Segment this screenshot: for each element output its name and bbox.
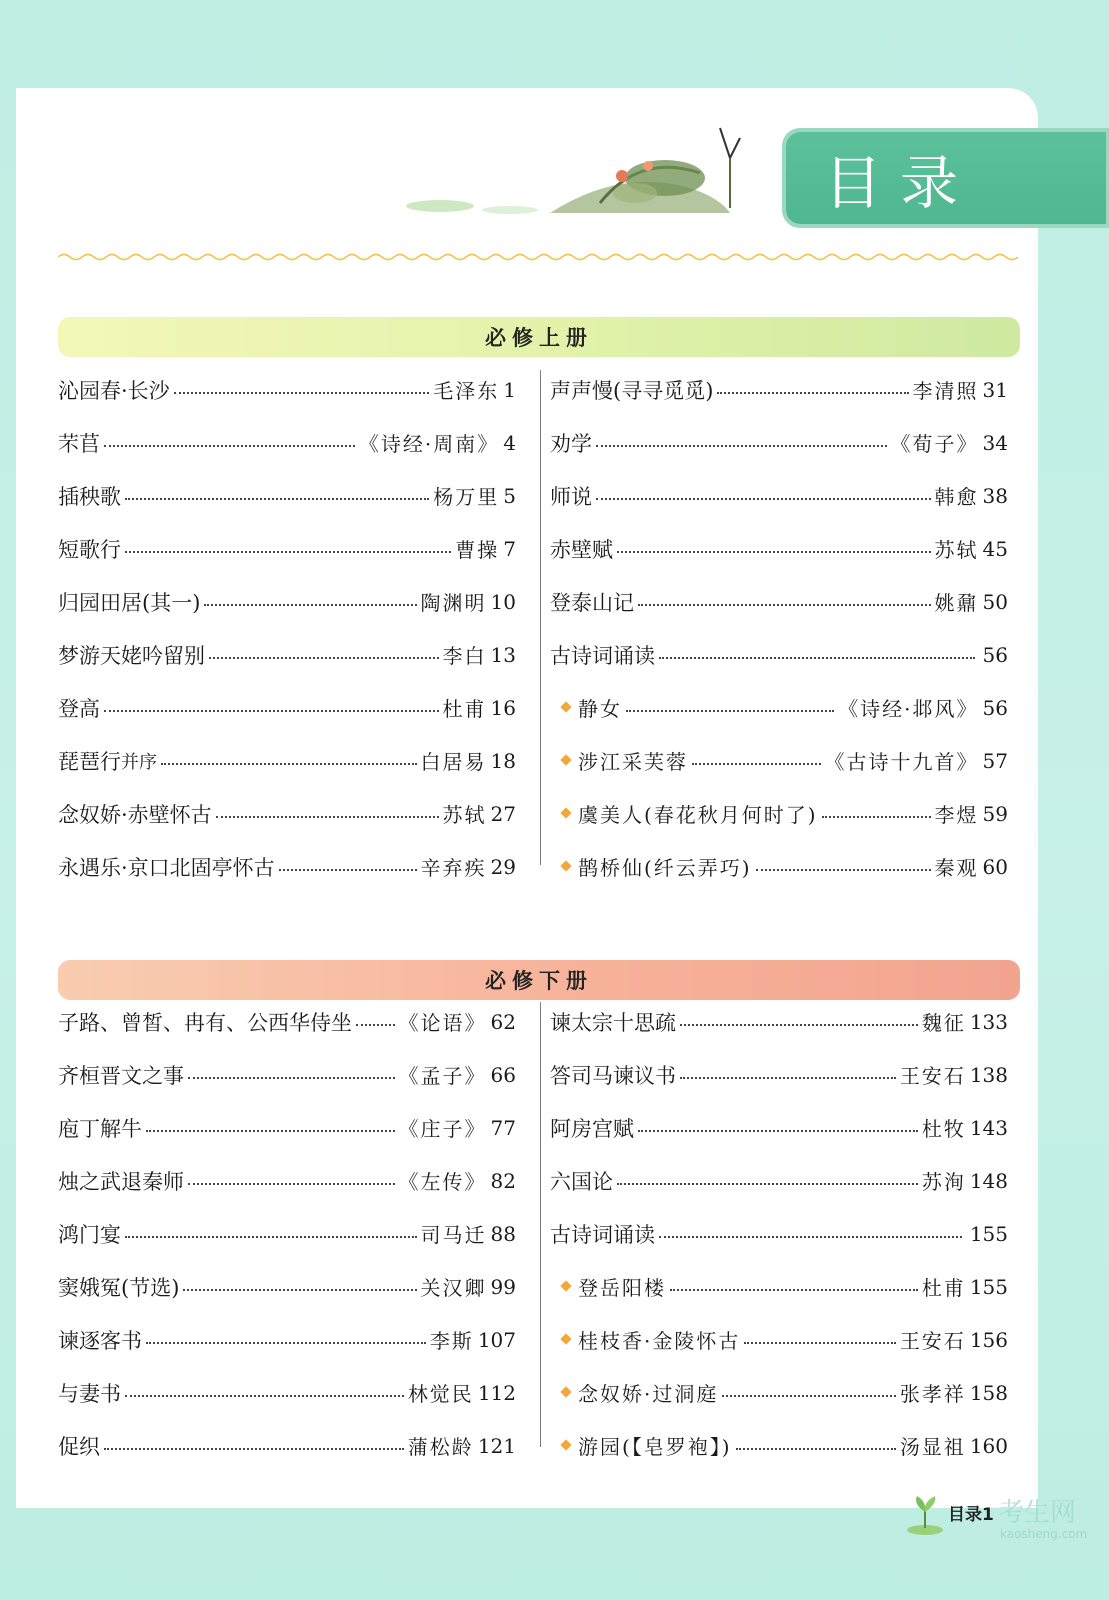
toc-entry-page: 148: [969, 1168, 1008, 1193]
dot-leader: [174, 392, 430, 394]
toc-entry[interactable]: [58, 1260, 516, 1313]
toc-column-upper-right: [550, 363, 1008, 893]
toc-entry-title: 师说: [550, 484, 592, 509]
toc-entry-page: 88: [490, 1221, 516, 1246]
toc-entry-author: 苏洵: [921, 1170, 966, 1194]
toc-entry-title: 梦游天姥吟留别: [58, 643, 205, 668]
toc-entry-title: 窦娥冤(节选): [58, 1275, 180, 1300]
column-divider: [540, 1002, 541, 1447]
toc-entry-page: 112: [477, 1380, 516, 1405]
toc-entry-title: 芣苢: [58, 431, 100, 456]
toc-column-upper-left: [58, 363, 516, 893]
toc-entry-page: 99: [490, 1274, 516, 1299]
toc-entry-page: 45: [982, 536, 1008, 561]
toc-entry-author: 汤显祖: [899, 1435, 966, 1459]
toc-entry-author: 白居易: [420, 750, 487, 774]
toc-column-lower-left: [58, 995, 516, 1472]
toc-entry-author: 《诗经·周南》: [358, 432, 500, 456]
dot-leader: [125, 498, 429, 500]
diamond-bullet-icon: [560, 1333, 571, 1344]
toc-entry-title: 插秧歌: [58, 484, 121, 509]
toc-column-lower-right: [550, 995, 1008, 1472]
toc-entry[interactable]: [550, 416, 1008, 469]
toc-entry-author: 韩愈: [934, 485, 979, 509]
section-header-upper: 必修上册: [58, 317, 1020, 357]
toc-entry-page: 31: [982, 377, 1008, 402]
diamond-bullet-icon: [560, 1386, 571, 1397]
toc-entry-title: 劝学: [550, 431, 592, 456]
toc-entry-title: 鹊桥仙(纤云弄巧): [578, 856, 752, 880]
dot-leader: [146, 1130, 395, 1132]
toc-entry-author: 李清照: [912, 379, 979, 403]
toc-entry[interactable]: [58, 681, 516, 734]
toc-entry-author: 《古诗十九首》: [824, 750, 979, 774]
toc-entry[interactable]: [550, 681, 1008, 734]
toc-entry-page: 56: [982, 695, 1008, 720]
toc-entry[interactable]: [58, 1154, 516, 1207]
toc-entry-author: 辛弃疾: [420, 856, 487, 880]
section-header-lower: 必修下册: [58, 960, 1020, 1000]
dot-leader: [680, 1024, 918, 1026]
toc-entry-author: 《论语》: [398, 1011, 487, 1035]
toc-entry-page: 82: [490, 1168, 516, 1193]
toc-entry[interactable]: [58, 416, 516, 469]
toc-entry-title: 答司马谏议书: [550, 1063, 676, 1088]
toc-entry-page: 121: [477, 1433, 516, 1458]
toc-entry-author: 《诗经·邶风》: [838, 697, 979, 721]
toc-entry-author: 秦观: [934, 856, 979, 880]
toc-entry-page: 50: [982, 589, 1008, 614]
dot-leader: [617, 551, 931, 553]
toc-entry[interactable]: [550, 575, 1008, 628]
dot-leader: [146, 1342, 426, 1344]
toc-entry-author: 蒲松龄: [407, 1435, 474, 1459]
toc-entry-author: 王安石: [899, 1064, 966, 1088]
toc-entry-page: 13: [490, 642, 516, 667]
toc-entry-title: 庖丁解牛: [58, 1116, 142, 1141]
dot-leader: [617, 1183, 918, 1185]
toc-entry-author: 李斯: [429, 1329, 474, 1353]
column-divider: [540, 370, 541, 865]
toc-entry-author: 姚鼐: [934, 591, 979, 615]
toc-entry-page: 1: [503, 377, 516, 402]
dot-leader: [670, 1289, 918, 1291]
diamond-bullet-icon: [560, 701, 571, 712]
toc-entry-title: 沁园春·长沙: [58, 378, 170, 403]
toc-entry-author: 曹操: [455, 538, 500, 562]
toc-entry-title: 促织: [58, 1434, 100, 1459]
toc-entry-page: 10: [490, 589, 516, 614]
toc-entry-author: 毛泽东: [433, 379, 500, 403]
toc-entry-title: 念奴娇·过洞庭: [578, 1382, 719, 1406]
page-number-label: 目录1: [948, 1505, 994, 1525]
toc-entry[interactable]: [550, 1419, 1008, 1472]
dot-leader: [822, 816, 931, 818]
toc-entry-note: 并序: [121, 751, 157, 773]
toc-entry[interactable]: [58, 1048, 516, 1101]
diamond-bullet-icon: [560, 807, 571, 818]
dot-leader: [736, 1448, 896, 1450]
dot-leader: [659, 1236, 962, 1238]
toc-entry[interactable]: [550, 1154, 1008, 1207]
toc-entry-page: 29: [490, 854, 516, 879]
toc-entry[interactable]: [58, 840, 516, 893]
dot-leader: [104, 445, 355, 447]
toc-entry[interactable]: [550, 1207, 1008, 1260]
toc-entry-title: 赤壁赋: [550, 537, 613, 562]
toc-entry-author: 李煜: [934, 803, 979, 827]
toc-entry-title: 与妻书: [58, 1381, 121, 1406]
toc-entry-title: 桂枝香·金陵怀古: [578, 1329, 741, 1353]
toc-entry-author: 李白: [442, 644, 487, 668]
toc-entry-author: 《庄子》: [398, 1117, 487, 1141]
dot-leader: [680, 1077, 896, 1079]
toc-entry-title: 虞美人(春花秋月何时了): [578, 803, 818, 827]
toc-entry-page: 16: [490, 695, 516, 720]
diamond-bullet-icon: [560, 1439, 571, 1450]
toc-entry-title: 六国论: [550, 1169, 613, 1194]
toc-entry[interactable]: [58, 575, 516, 628]
toc-entry-title: 登高: [58, 696, 100, 721]
toc-entry-page: 155: [969, 1274, 1008, 1299]
dot-leader: [204, 604, 416, 606]
dot-leader: [161, 763, 417, 765]
toc-entry-page: 66: [490, 1062, 516, 1087]
toc-entry-page: 155: [969, 1221, 1008, 1246]
watermark-text: 考生网: [998, 1498, 1077, 1528]
toc-entry-title: 烛之武退秦师: [58, 1169, 184, 1194]
toc-entry[interactable]: [58, 734, 516, 787]
toc-entry-title: 念奴娇·赤壁怀古: [58, 802, 212, 827]
dot-leader: [722, 1395, 895, 1397]
toc-entry-page: 57: [982, 748, 1008, 773]
dot-leader: [279, 869, 417, 871]
toc-entry-title: 归园田居(其一): [58, 590, 201, 615]
toc-entry-title: 鸿门宴: [58, 1222, 121, 1247]
dot-leader: [188, 1183, 395, 1185]
toc-entry[interactable]: [550, 363, 1008, 416]
toc-entry-author: 杜甫: [442, 697, 487, 721]
toc-entry-page: 38: [982, 483, 1008, 508]
toc-entry-author: 《左传》: [398, 1170, 487, 1194]
toc-entry-title: 登岳阳楼: [578, 1276, 666, 1300]
toc-entry-page: 4: [503, 430, 516, 455]
toc-entry[interactable]: [550, 469, 1008, 522]
toc-entry-page: 158: [969, 1380, 1008, 1405]
toc-entry[interactable]: [550, 1048, 1008, 1101]
toc-entry-title: 古诗词诵读: [550, 1222, 655, 1247]
dot-leader: [756, 869, 931, 871]
toc-entry-author: 林觉民: [407, 1382, 474, 1406]
lotus-ink-painting-icon: [400, 118, 760, 228]
toc-entry-title: 涉江采芙蓉: [578, 750, 688, 774]
toc-entry[interactable]: [58, 628, 516, 681]
toc-entry-author: 张孝祥: [899, 1382, 966, 1406]
toc-entry-page: 133: [969, 1009, 1008, 1034]
dot-leader: [596, 445, 887, 447]
toc-entry[interactable]: [550, 734, 1008, 787]
toc-entry[interactable]: [550, 840, 1008, 893]
diamond-bullet-icon: [560, 860, 571, 871]
toc-entry-author: 杜牧: [921, 1117, 966, 1141]
toc-entry-title: 声声慢(寻寻觅觅): [550, 378, 714, 403]
toc-entry-author: 杨万里: [433, 485, 500, 509]
wave-divider: [58, 252, 1020, 262]
toc-entry-page: 27: [490, 801, 516, 826]
dot-leader: [659, 657, 975, 659]
toc-entry[interactable]: [550, 787, 1008, 840]
dot-leader: [125, 551, 451, 553]
toc-entry-author: 苏轼: [442, 803, 487, 827]
dot-leader: [356, 1024, 395, 1026]
toc-entry-page: 7: [503, 536, 516, 561]
toc-entry[interactable]: [550, 1260, 1008, 1313]
page-title: 目录: [786, 132, 1106, 224]
toc-entry-page: 60: [982, 854, 1008, 879]
toc-entry[interactable]: [58, 363, 516, 416]
toc-entry[interactable]: [550, 522, 1008, 575]
toc-entry-page: 18: [490, 748, 516, 773]
toc-entry[interactable]: [58, 1419, 516, 1472]
toc-entry-page: 156: [969, 1327, 1008, 1352]
toc-entry-author: 杜甫: [921, 1276, 966, 1300]
toc-entry[interactable]: [550, 628, 1008, 681]
dot-leader: [125, 1236, 417, 1238]
toc-entry-title: 静女: [578, 697, 622, 721]
dot-leader: [104, 1448, 404, 1450]
toc-entry[interactable]: [550, 1101, 1008, 1154]
toc-entry[interactable]: [58, 787, 516, 840]
dot-leader: [209, 657, 439, 659]
toc-entry-title: 谏太宗十思疏: [550, 1010, 676, 1035]
dot-leader: [188, 1077, 395, 1079]
dot-leader: [744, 1342, 895, 1344]
toc-entry-page: 34: [982, 430, 1008, 455]
toc-entry-title: 短歌行: [58, 537, 121, 562]
dot-leader: [692, 763, 821, 765]
toc-entry-author: 《荀子》: [890, 432, 979, 456]
toc-entry-page: 62: [490, 1009, 516, 1034]
dot-leader: [717, 392, 908, 394]
toc-entry-page: 143: [969, 1115, 1008, 1140]
toc-entry-title: 齐桓晋文之事: [58, 1063, 184, 1088]
toc-entry-title: 琵琶行: [58, 749, 121, 774]
toc-entry-page: 138: [969, 1062, 1008, 1087]
toc-entry-author: 司马迁: [420, 1223, 487, 1247]
toc-entry-title: 永遇乐·京口北固亭怀古: [58, 855, 275, 880]
toc-entry-page: 107: [477, 1327, 516, 1352]
toc-entry[interactable]: [550, 1366, 1008, 1419]
dot-leader: [596, 498, 931, 500]
dot-leader: [183, 1289, 416, 1291]
toc-entry-author: 魏征: [921, 1011, 966, 1035]
toc-entry[interactable]: [58, 1313, 516, 1366]
toc-entry[interactable]: [550, 1313, 1008, 1366]
dot-leader: [626, 710, 834, 712]
toc-entry-title: 子路、曾皙、冉有、公西华侍坐: [58, 1010, 352, 1035]
dot-leader: [216, 816, 439, 818]
toc-entry[interactable]: [58, 1101, 516, 1154]
dot-leader: [638, 1130, 918, 1132]
diamond-bullet-icon: [560, 1280, 571, 1291]
toc-entry-author: 王安石: [899, 1329, 966, 1353]
toc-entry-page: 77: [490, 1115, 516, 1140]
dot-leader: [125, 1395, 404, 1397]
toc-entry-page: 59: [982, 801, 1008, 826]
dot-leader: [638, 604, 931, 606]
toc-entry[interactable]: [550, 995, 1008, 1048]
toc-entry[interactable]: [58, 1366, 516, 1419]
toc-entry-title: 游园(【皂罗袍】): [578, 1435, 732, 1459]
toc-entry-page: 160: [969, 1433, 1008, 1458]
toc-entry-title: 登泰山记: [550, 590, 634, 615]
toc-entry-author: 苏轼: [934, 538, 979, 562]
toc-entry-title: 谏逐客书: [58, 1328, 142, 1353]
toc-entry[interactable]: [58, 522, 516, 575]
toc-entry-page: 56: [982, 642, 1008, 667]
dot-leader: [104, 710, 439, 712]
toc-entry-page: 5: [503, 483, 516, 508]
toc-entry-title: 阿房宫赋: [550, 1116, 634, 1141]
toc-entry-author: 《孟子》: [398, 1064, 487, 1088]
diamond-bullet-icon: [560, 754, 571, 765]
watermark-subtext: kaosheng.com: [1000, 1527, 1088, 1541]
toc-entry[interactable]: [58, 995, 516, 1048]
toc-entry-author: 陶渊明: [420, 591, 487, 615]
toc-entry[interactable]: [58, 1207, 516, 1260]
toc-entry[interactable]: [58, 469, 516, 522]
toc-entry-author: 关汉卿: [420, 1276, 487, 1300]
toc-entry-title: 古诗词诵读: [550, 643, 655, 668]
